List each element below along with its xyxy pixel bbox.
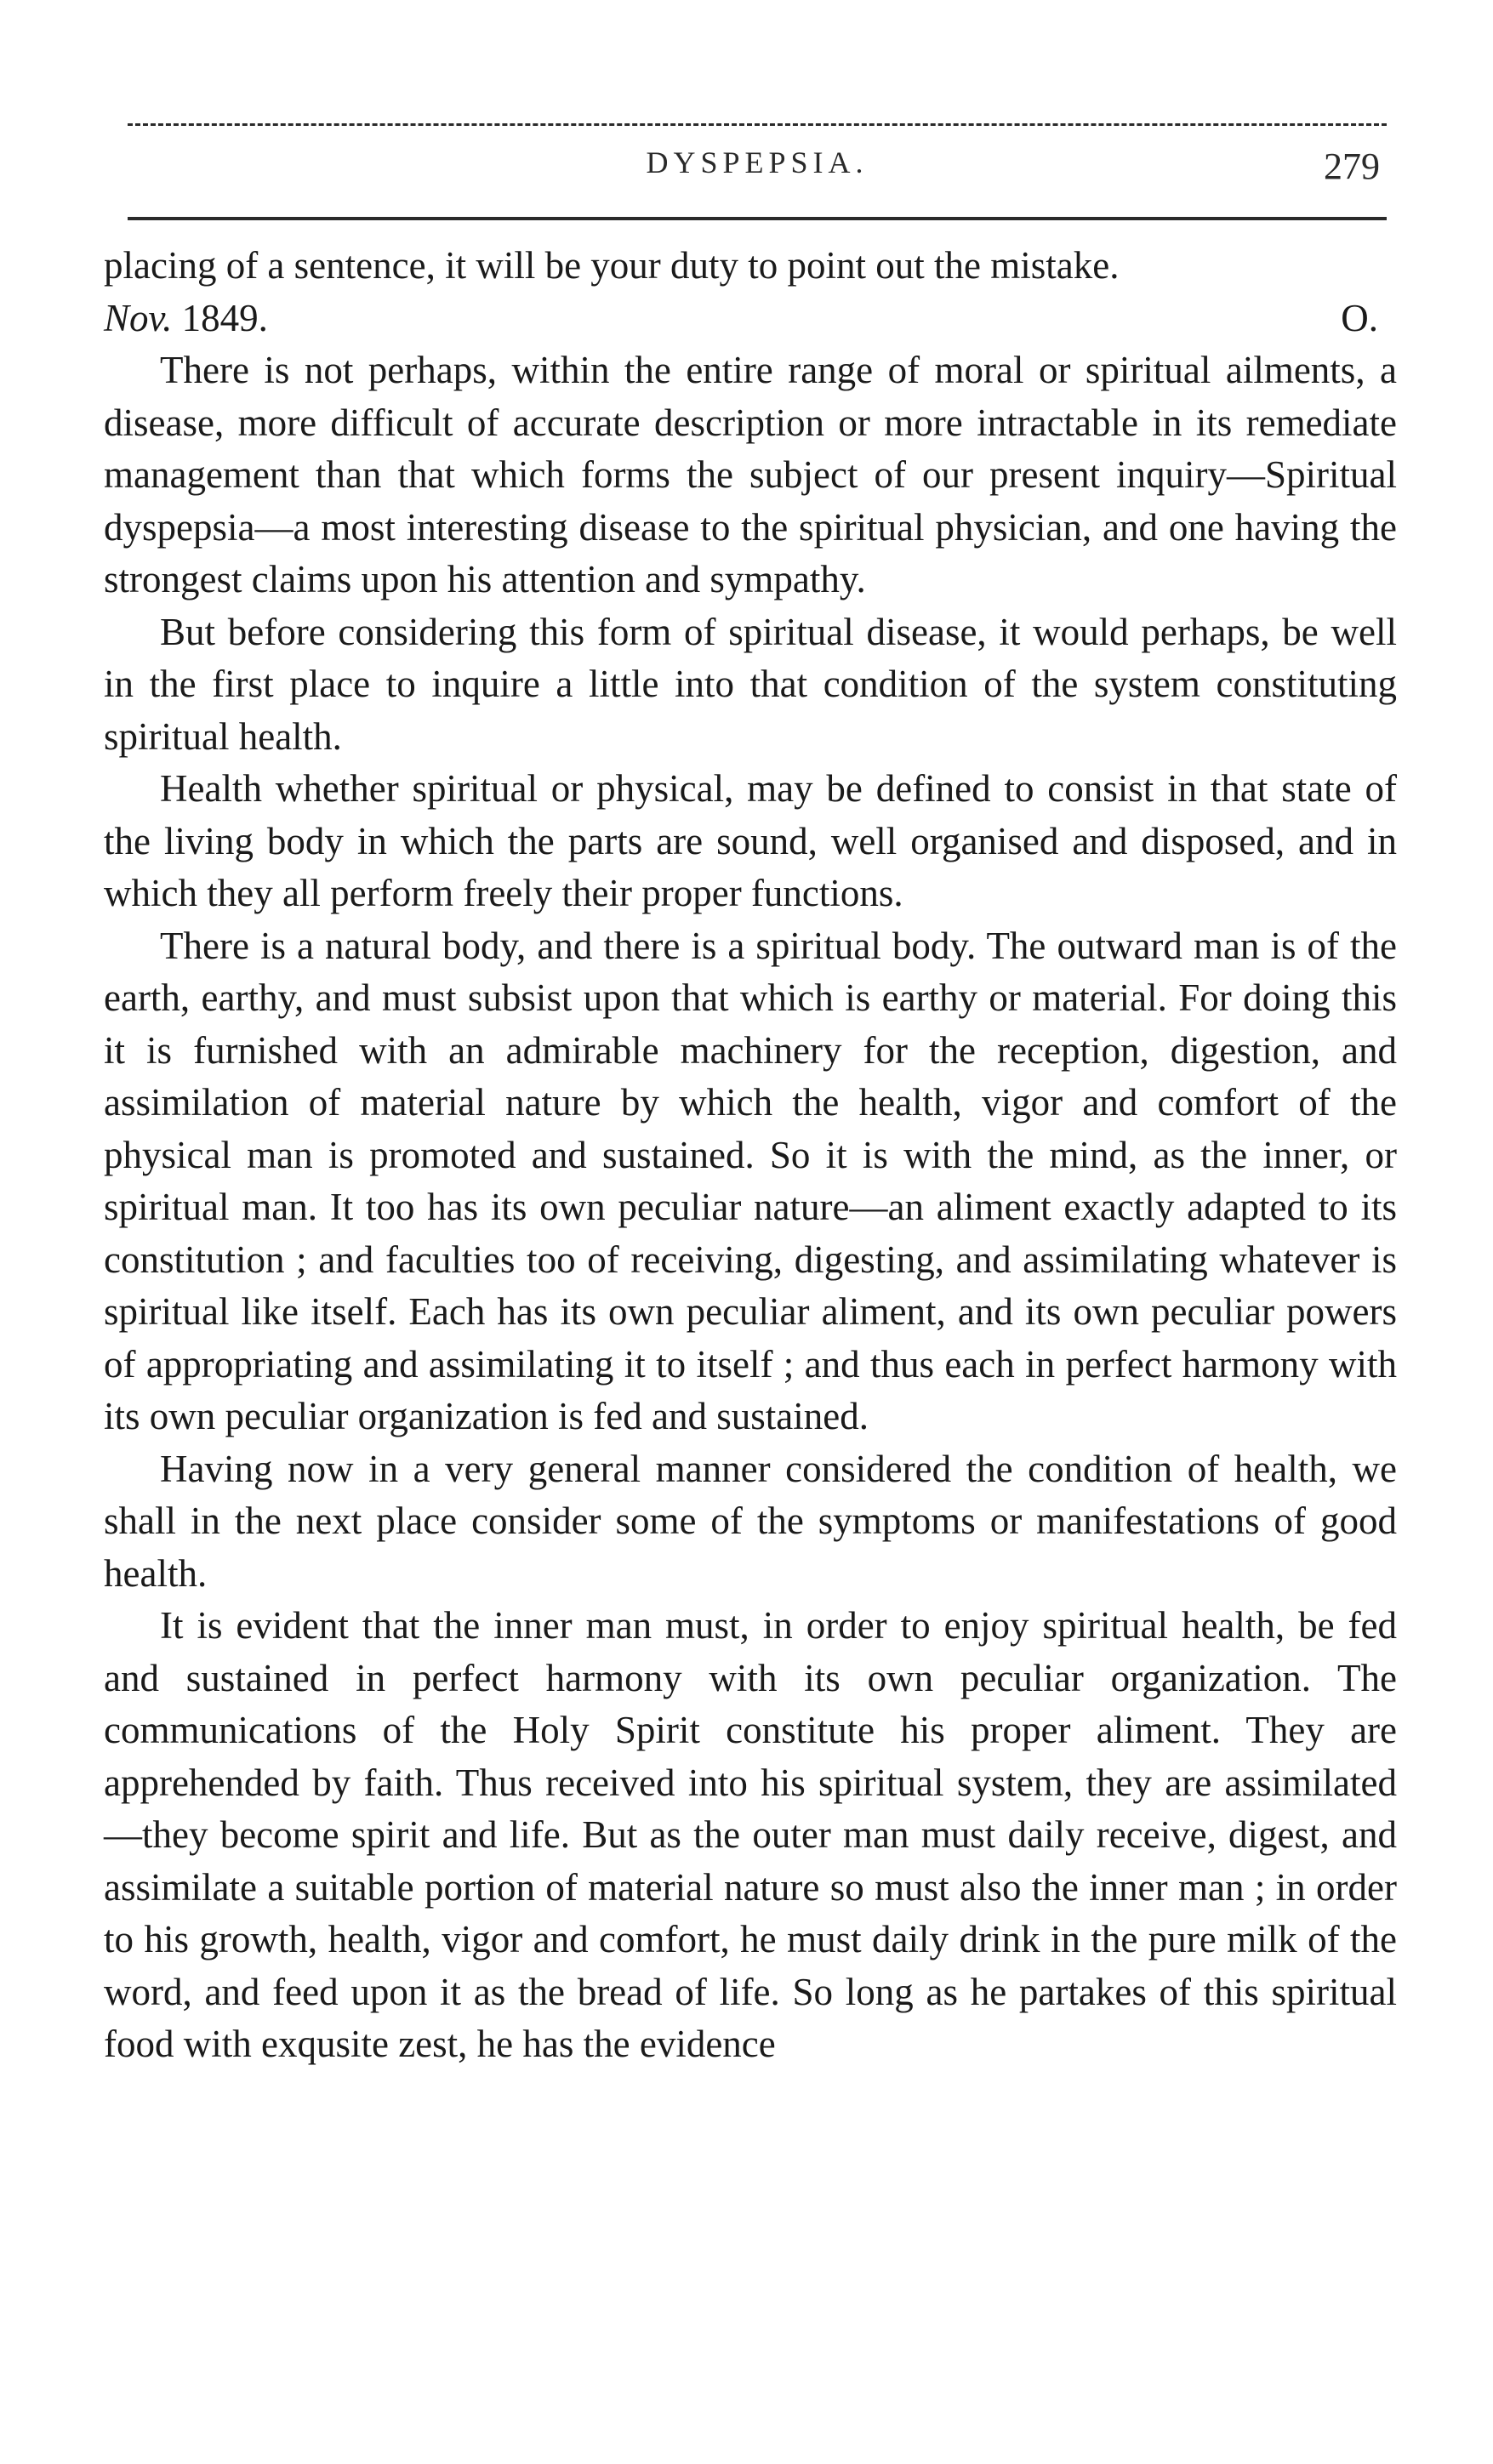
header-rule-top (128, 123, 1387, 126)
dateline-year: 1849. (172, 296, 268, 339)
header-rule-bottom (128, 217, 1387, 220)
running-head (128, 145, 1387, 196)
page-number: 279 (1324, 145, 1380, 187)
dateline-month: Nov. (104, 296, 173, 339)
running-title: DYSPEPSIA. (646, 145, 869, 179)
dateline-date (104, 293, 268, 345)
paragraph-5: Having now in a very general manner considered the condition of health, we shall in the next place consider some of the symptoms or manifestations of good health. (104, 1447, 1397, 1595)
page-text (104, 240, 1397, 2071)
paragraph-4: There is a natural body, and there is a spiritual body. The outward man is of the earth, earthy, and must subsist upon that which is earthy or material. For doing this it is furnished with an admirable machinery for the reception, digestion, and assimilation of material nature by which the health, vigor and comfort of the physical man is promoted and sustained. So it is with the mind, as the inner, or spiritual man. It too has its own peculiar nature—an aliment exactly adapted to its constitution ; and faculties too of receiving, digesting, and assimilating whatever is spiritual like itself. Each has its own peculiar aliment, and its own peculiar powers of appropriating and assimilating it to itself ; and thus each in perfect harmony with its own peculiar organization is fed and sustained. (104, 924, 1397, 1437)
paragraph-6: It is evident that the inner man must, in order to enjoy spiritual health, be fed and sustained in perfect harmony with its own peculiar organization. The communications of the Holy Spirit constitute his proper aliment. They are apprehended by faith. Thus received into his spiritual system, they are assimilated—they become spirit and life. But as the outer man must daily receive, digest, and assimilate a suitable portion of material nature so must also the inner man ; in order to his growth, health, vigor and comfort, he must daily drink in the pure milk of the word, and feed upon it as the bread of life. So long as he partakes of this spiritual food with exqusite zest, he has the evidence (104, 1604, 1397, 2065)
paragraph-1: There is not perhaps, within the entire range of moral or spiritual ailments, a disease, more difficult of accurate description or more intractable in its remediate management than that which forms the subject of our present inquiry—Spiritual dyspepsia—a most interesting disease to the spiritual physician, and one having the strongest claims upon his attention and sympathy. (104, 349, 1397, 600)
paragraph-3: Health whether spiritual or physical, may be defined to consist in that state of the living body in which the parts are sound, well organised and disposed, and in which they all perform freely their proper functions. (104, 767, 1397, 914)
opening-line: placing of a sentence, it will be your duty to point out the mistake. (104, 244, 1120, 287)
dateline (104, 293, 1397, 345)
dateline-signature: O. (1341, 296, 1378, 339)
paragraph-2: But before considering this form of spiritual disease, it would perhaps, be well in the first place to inquire a little into that condition of the system constituting spiritual health. (104, 610, 1397, 758)
